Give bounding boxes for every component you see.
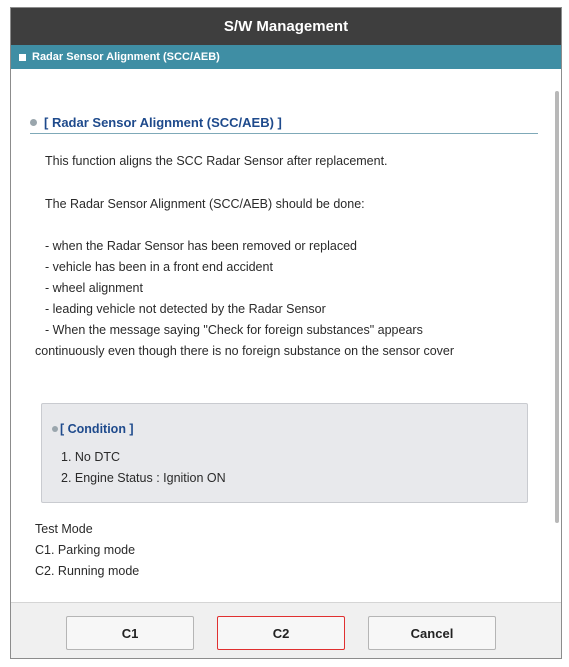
test-mode-title: Test Mode bbox=[35, 522, 93, 536]
condition-title bbox=[52, 422, 134, 436]
section-title: [ Radar Sensor Alignment (SCC/AEB) ] bbox=[44, 114, 282, 130]
test-mode-item: C2. Running mode bbox=[35, 564, 140, 578]
description-line: The Radar Sensor Alignment (SCC/AEB) should be done: bbox=[45, 197, 365, 211]
subheader-bar bbox=[11, 45, 561, 69]
list-item: - when the Radar Sensor has been removed or replaced bbox=[45, 239, 357, 253]
section-header bbox=[30, 111, 538, 134]
sw-management-dialog bbox=[10, 7, 562, 659]
list-item: - When the message saying "Check for foreign substances" appears bbox=[45, 323, 423, 337]
bullet-dot-icon bbox=[30, 119, 37, 126]
c1-button[interactable]: C1 bbox=[66, 616, 194, 650]
list-item: - leading vehicle not detected by the Radar Sensor bbox=[45, 302, 326, 316]
list-item: - wheel alignment bbox=[45, 281, 143, 295]
condition-item: 1. No DTC bbox=[61, 450, 121, 464]
cancel-button[interactable]: Cancel bbox=[368, 616, 496, 650]
vertical-scrollbar[interactable] bbox=[555, 91, 559, 523]
bullet-dot-icon bbox=[52, 426, 58, 432]
test-mode-item: C1. Parking mode bbox=[35, 543, 136, 557]
button-bar bbox=[11, 602, 561, 659]
condition-box bbox=[41, 403, 528, 503]
condition-title-label: [ Condition ] bbox=[60, 422, 134, 436]
dialog-title: S/W Management bbox=[11, 8, 561, 45]
content-area[interactable] bbox=[11, 69, 561, 602]
description-line: This function aligns the SCC Radar Sensor after replacement. bbox=[45, 154, 388, 168]
square-bullet-icon bbox=[19, 54, 26, 61]
list-item: - vehicle has been in a front end accident bbox=[45, 260, 273, 274]
subheader-label: Radar Sensor Alignment (SCC/AEB) bbox=[32, 51, 220, 63]
list-item: continuously even though there is no foreign substance on the sensor cover bbox=[35, 344, 455, 358]
condition-item: 2. Engine Status : Ignition ON bbox=[61, 471, 226, 485]
c2-button[interactable]: C2 bbox=[217, 616, 345, 650]
